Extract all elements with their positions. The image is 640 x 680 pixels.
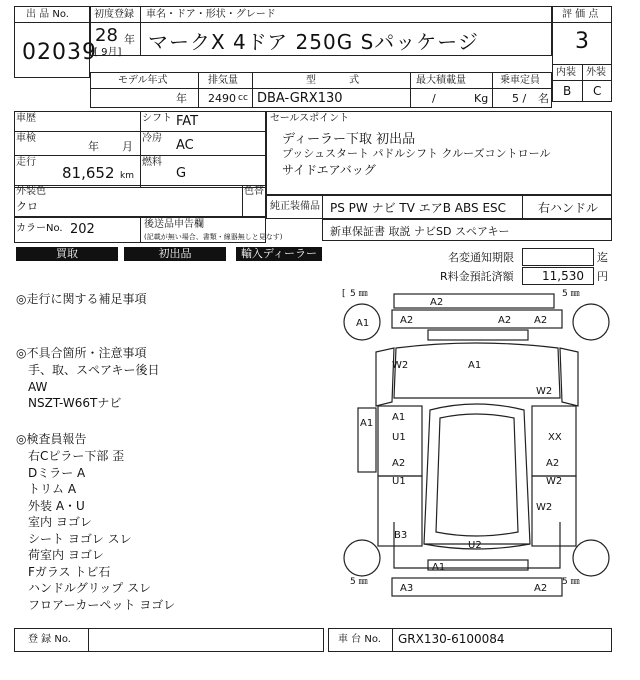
- exterior-label: 外装: [586, 67, 606, 78]
- ext-color-label: 外装色: [16, 186, 46, 197]
- name-change-field: [522, 248, 594, 266]
- sales-point-1: ディーラー下取 初出品: [282, 132, 416, 147]
- displacement: 2490: [208, 92, 236, 105]
- inspector-item: 荷室内 ヨゴレ: [28, 548, 104, 562]
- driving-notes-title: ◎走行に関する補足事項: [16, 292, 147, 306]
- rear-left-mm-value: 5 ㎜: [350, 577, 368, 587]
- exterior-score: C: [593, 84, 602, 98]
- inspector-list: [28, 448, 175, 613]
- mark-right-front-door: XX: [548, 432, 562, 443]
- model-year-label: モデル年式: [118, 75, 168, 86]
- inspector-item: Dミラー A: [28, 465, 86, 480]
- front-left-mm: [: [342, 289, 346, 299]
- post-doc-sub: (記載が無い場合、書類・線器無しと見なす): [144, 233, 283, 241]
- fuel-label: 燃料: [142, 157, 162, 168]
- tag-first-listing: 初出品: [124, 247, 226, 261]
- mark-left-rear-door-1: A2: [392, 458, 406, 469]
- shift-label: シフト: [142, 113, 172, 124]
- score-value: 3: [575, 29, 589, 54]
- defects-title: ◎不具合箇所・注意事項: [16, 346, 147, 360]
- model-label: 型 式: [306, 75, 360, 86]
- score-label: 評 価 点: [562, 9, 599, 20]
- inspector-item: 右Cピラー下部 歪: [28, 449, 125, 463]
- inspection-year-unit: 年: [88, 140, 99, 153]
- shift-value: FAT: [176, 114, 199, 129]
- inspector-item: フロアーカーペット ヨゴレ: [28, 597, 176, 612]
- first-reg-year: 28: [95, 25, 118, 46]
- color-no: 202: [70, 222, 95, 237]
- mark-front-bumper-right: A2: [534, 315, 548, 326]
- fuel-value: G: [176, 166, 187, 181]
- inspector-item: 室内 ヨゴレ: [28, 515, 92, 529]
- recycle-label: R料金預託済額: [440, 270, 514, 283]
- car-name-label: 車名・ドア・形状・グレード: [146, 9, 276, 20]
- mark-front-bumper-top: A2: [430, 297, 444, 308]
- recycle-unit: 円: [597, 270, 608, 283]
- reg-no-label: 登 録 No.: [28, 634, 71, 645]
- sales-points-label: セールスポイント: [270, 113, 350, 124]
- mark-left-rear-door-2: U1: [392, 476, 406, 487]
- chassis-number: GRX130-6100084: [398, 632, 505, 646]
- history-label: 車歴: [16, 113, 36, 124]
- equipment-label: 純正装備品: [270, 201, 320, 212]
- tag-buy: 買取: [16, 247, 118, 261]
- max-load-unit: Kg: [474, 92, 489, 105]
- capacity-label: 乗車定員: [500, 75, 540, 86]
- model-code: DBA-GRX130: [257, 91, 343, 106]
- ext-color-box: [14, 185, 266, 217]
- mark-front-left-tire: A1: [356, 318, 370, 329]
- mark-left-front-door-1: A1: [392, 412, 406, 423]
- recycle-value: 11,530: [542, 269, 584, 283]
- mark-front-bumper-left: A2: [400, 315, 414, 326]
- rear-right-mm-value: 5 ㎜: [562, 577, 580, 587]
- mark-left-pillar: A1: [360, 418, 374, 429]
- mileage-unit: km: [120, 171, 134, 181]
- defects-item: 手、取、スペアキー後日: [28, 363, 160, 377]
- defects-list: [28, 362, 160, 412]
- mark-left-quarter: B3: [394, 530, 408, 541]
- equipment-items: PS PW ナビ TV エアB ABS ESC: [330, 201, 507, 215]
- first-reg-label: 初度登録: [94, 9, 134, 20]
- inspector-item: ハンドルグリップ スレ: [28, 581, 152, 595]
- vehicle-damage-diagram: [336, 286, 616, 604]
- ac-label: 冷房: [142, 133, 162, 144]
- name-change-label: 名変通知期限: [448, 251, 514, 264]
- lot-label: 出 品 No.: [26, 9, 69, 20]
- mark-left-fender: W2: [392, 360, 409, 371]
- interior-label: 内装: [556, 67, 576, 78]
- mark-right-fender: W2: [536, 386, 553, 397]
- mark-rear-bumper-left: A3: [400, 583, 414, 594]
- inspection-label: 車検: [16, 133, 36, 144]
- mark-right-rear-door-2: W2: [546, 476, 563, 487]
- max-load-label: 最大積載量: [416, 75, 466, 86]
- front-left-mm-value: 5 ㎜: [350, 289, 368, 299]
- equipment-extra: 新車保証書 取説 ナビSD スペアキー: [330, 225, 510, 238]
- sales-point-2: プッシュスタート パドルシフト クルーズコントロール: [282, 147, 551, 160]
- model-year-unit: 年: [176, 92, 187, 105]
- displacement-unit: cc: [238, 93, 248, 103]
- inspector-item: Fガラス トビ石: [28, 564, 111, 579]
- capacity-unit: 名: [538, 92, 549, 105]
- color-no-label: カラーNo.: [16, 223, 63, 234]
- inspector-item: シート ヨゴレ スレ: [28, 531, 132, 546]
- inspector-title: ◎検査員報告: [16, 432, 87, 446]
- inspector-item: 外装 A・U: [28, 498, 85, 513]
- year-char: 年: [124, 33, 135, 46]
- mark-trunk: U2: [468, 540, 482, 551]
- mileage-label: 走行: [16, 157, 36, 168]
- ac-value: AC: [176, 138, 194, 153]
- name-change-unit: 迄: [597, 251, 608, 264]
- handle-side: 右ハンドル: [538, 201, 599, 215]
- mileage-value: 81,652: [62, 164, 115, 182]
- ext-color: クロ: [16, 200, 38, 213]
- mark-right-quarter: W2: [536, 502, 553, 513]
- sales-point-3: サイドエアバッグ: [282, 163, 376, 177]
- defects-item: AW: [28, 379, 48, 394]
- first-reg-month: [ 9月]: [94, 47, 122, 58]
- post-doc-label: 後送品申告欄: [144, 219, 204, 230]
- inspection-month-unit: 月: [122, 140, 133, 153]
- displacement-label: 排気量: [208, 75, 238, 86]
- mark-left-front-door-2: U1: [392, 432, 406, 443]
- mark-rear-bumper-top: A1: [432, 562, 446, 573]
- color-change-label: 色替: [244, 186, 264, 197]
- mark-rear-bumper-right: A2: [534, 583, 548, 594]
- tag-import-dealer: 輸入ディーラー: [236, 247, 322, 261]
- interior-score: B: [563, 84, 572, 98]
- mark-front-bumper-center: A2: [498, 315, 512, 326]
- max-load: /: [432, 92, 436, 105]
- inspector-item: トリム A: [28, 482, 77, 496]
- chassis-label: 車 台 No.: [338, 634, 381, 645]
- lot-number: 02039: [22, 40, 97, 65]
- capacity: 5 /: [512, 92, 527, 105]
- car-name: マークX 4ドア 250G Sパッケージ: [148, 30, 479, 54]
- front-right-mm-value: 5 ㎜: [562, 289, 580, 299]
- defects-item: NSZT-W66Tナビ: [28, 396, 122, 410]
- mark-right-rear-door-1: A2: [546, 458, 560, 469]
- mark-hood: A1: [468, 360, 482, 371]
